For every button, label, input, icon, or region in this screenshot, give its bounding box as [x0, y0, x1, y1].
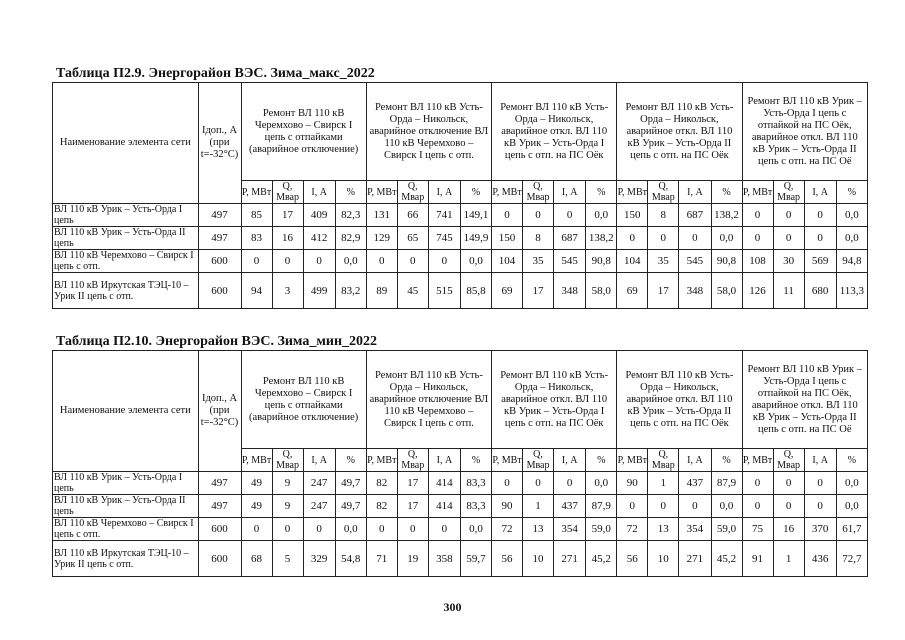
table-cell: 35 [523, 250, 554, 273]
table-cell: 83 [241, 227, 272, 250]
table-cell: 271 [679, 541, 711, 577]
idop-cell: 600 [198, 541, 241, 577]
table-cell: 0 [554, 204, 586, 227]
table-cell: 8 [648, 204, 679, 227]
table-cell: 87,9 [586, 495, 617, 518]
table-cell: 0 [648, 227, 679, 250]
data-table [52, 82, 868, 309]
subcolumn-header: % [836, 181, 867, 204]
subcolumn-header: I, А [554, 181, 586, 204]
subcolumn-header: Q, Мвар [773, 181, 804, 204]
table-cell: 0,0 [711, 495, 742, 518]
idop-cell: 497 [198, 495, 241, 518]
scenario-header: Ремонт ВЛ 110 кВ Усть-Орда – Никольск, аварийное откл. ВЛ 110 кВ Урик – Усть-Орда I цепь с отп. на ПС Оёк [492, 83, 617, 181]
table-cell: 150 [617, 204, 648, 227]
table-cell: 0 [397, 250, 428, 273]
table-cell: 0,0 [335, 518, 366, 541]
table-cell: 129 [366, 227, 397, 250]
subcolumn-header: % [461, 449, 492, 472]
table-cell: 348 [679, 273, 711, 309]
table-block-p2-10 [52, 334, 868, 577]
subcolumn-header: I, А [303, 181, 335, 204]
table-cell: 45,2 [586, 541, 617, 577]
subcolumn-header: % [335, 181, 366, 204]
scenario-header: Ремонт ВЛ 110 кВ Усть-Орда – Никольск, аварийное откл. ВЛ 110 кВ Урик – Усть-Орда II цепь с отп. на ПС Оёк [617, 351, 742, 449]
table-cell: 247 [303, 472, 335, 495]
table-cell: 0 [742, 495, 773, 518]
table-cell: 149,1 [461, 204, 492, 227]
table-cell: 131 [366, 204, 397, 227]
table-cell: 0 [773, 495, 804, 518]
table-cell: 414 [428, 495, 460, 518]
subcolumn-header: P, МВт [241, 181, 272, 204]
subcolumn-header: % [586, 449, 617, 472]
subcolumn-header: P, МВт [617, 181, 648, 204]
table-cell: 11 [773, 273, 804, 309]
table-cell: 0 [492, 472, 523, 495]
row-label: ВЛ 110 кВ Урик – Усть-Орда I цепь [53, 204, 199, 227]
table-cell: 0,0 [461, 518, 492, 541]
idop-cell: 497 [198, 472, 241, 495]
table-cell: 0 [428, 250, 460, 273]
table-cell: 59,7 [461, 541, 492, 577]
subcolumn-header: Q, Мвар [397, 449, 428, 472]
table-cell: 0 [428, 518, 460, 541]
table-cell: 9 [272, 495, 303, 518]
table-cell: 72 [492, 518, 523, 541]
page-number: 300 [443, 600, 462, 614]
table-cell: 0 [648, 495, 679, 518]
table-cell: 56 [617, 541, 648, 577]
table-cell: 329 [303, 541, 335, 577]
subcolumn-header: P, МВт [492, 449, 523, 472]
table-cell: 17 [523, 273, 554, 309]
table-row [53, 273, 868, 309]
table-cell: 83,3 [461, 495, 492, 518]
subcolumn-header: P, МВт [366, 449, 397, 472]
table-cell: 0 [366, 250, 397, 273]
subcolumn-header: % [836, 449, 867, 472]
table-row [53, 227, 868, 250]
table-cell: 499 [303, 273, 335, 309]
table-cell: 72 [617, 518, 648, 541]
table-cell: 85,8 [461, 273, 492, 309]
subcolumn-header: I, А [428, 449, 460, 472]
table-cell: 0 [523, 472, 554, 495]
table-title: Таблица П2.9. Энергорайон ВЭС. Зима_макс_2022 [56, 66, 375, 81]
table-cell: 3 [272, 273, 303, 309]
table-cell: 61,7 [836, 518, 867, 541]
table-cell: 354 [679, 518, 711, 541]
scenario-header: Ремонт ВЛ 110 кВ Усть-Орда – Никольск, аварийное отключение ВЛ 110 кВ Черемхово – Свирск I цепь с отп. [366, 351, 491, 449]
header-row [53, 351, 868, 449]
table-cell: 0 [742, 472, 773, 495]
scenario-header: Ремонт ВЛ 110 кВ Усть-Орда – Никольск, аварийное отключение ВЛ 110 кВ Черемхово – Свирск I цепь с отп. [366, 83, 491, 181]
table-cell: 271 [554, 541, 586, 577]
table-cell: 90 [492, 495, 523, 518]
table-cell: 0,0 [836, 495, 867, 518]
subcolumn-header: I, А [804, 181, 836, 204]
table-cell: 30 [773, 250, 804, 273]
table-cell: 687 [679, 204, 711, 227]
table-cell: 0,0 [335, 250, 366, 273]
subcolumn-header: % [586, 181, 617, 204]
table-cell: 1 [523, 495, 554, 518]
table-cell: 0 [773, 472, 804, 495]
table-cell: 0 [804, 204, 836, 227]
subcolumn-header: I, А [679, 449, 711, 472]
table-cell: 91 [742, 541, 773, 577]
row-label: ВЛ 110 кВ Урик – Усть-Орда I цепь [53, 472, 199, 495]
table-cell: 0 [617, 495, 648, 518]
subcolumn-header: P, МВт [742, 181, 773, 204]
scenario-header: Ремонт ВЛ 110 кВ Черемхово – Свирск I цепь с отпайками (аварийное отключение) [241, 351, 366, 449]
table-cell: 66 [397, 204, 428, 227]
table-cell: 150 [492, 227, 523, 250]
table-cell: 58,0 [711, 273, 742, 309]
table-cell: 247 [303, 495, 335, 518]
row-label: ВЛ 110 кВ Урик – Усть-Орда II цепь [53, 495, 199, 518]
table-cell: 0 [241, 518, 272, 541]
table-cell: 0,0 [586, 472, 617, 495]
table-cell: 58,0 [586, 273, 617, 309]
table-cell: 0,0 [586, 204, 617, 227]
table-cell: 745 [428, 227, 460, 250]
table-cell: 412 [303, 227, 335, 250]
subcolumn-header: Q, Мвар [272, 181, 303, 204]
table-cell: 87,9 [711, 472, 742, 495]
table-cell: 409 [303, 204, 335, 227]
table-cell: 16 [773, 518, 804, 541]
table-cell: 104 [492, 250, 523, 273]
table-cell: 0 [804, 495, 836, 518]
subcolumn-header: I, А [554, 449, 586, 472]
table-cell: 0 [397, 518, 428, 541]
table-cell: 75 [742, 518, 773, 541]
column-header-idop: Iдоп., А (при t=-32°C) [198, 351, 241, 472]
table-row [53, 541, 868, 577]
table-cell: 17 [648, 273, 679, 309]
idop-cell: 497 [198, 227, 241, 250]
table-cell: 0 [773, 227, 804, 250]
table-cell: 0 [742, 227, 773, 250]
table-block-p2-9 [52, 66, 868, 309]
table-cell: 54,8 [335, 541, 366, 577]
table-cell: 17 [397, 472, 428, 495]
subcolumn-header: % [461, 181, 492, 204]
idop-cell: 600 [198, 273, 241, 309]
table-cell: 358 [428, 541, 460, 577]
table-cell: 414 [428, 472, 460, 495]
table-cell: 68 [241, 541, 272, 577]
table-cell: 1 [773, 541, 804, 577]
table-cell: 56 [492, 541, 523, 577]
table-cell: 126 [742, 273, 773, 309]
table-cell: 0 [366, 518, 397, 541]
subcolumn-header: Q, Мвар [773, 449, 804, 472]
subcolumn-header: P, МВт [617, 449, 648, 472]
table-row [53, 472, 868, 495]
header-row [53, 83, 868, 181]
table-cell: 10 [648, 541, 679, 577]
table-cell: 0,0 [711, 227, 742, 250]
row-label: ВЛ 110 кВ Черемхово – Свирск I цепь с отп. [53, 250, 199, 273]
scenario-header: Ремонт ВЛ 110 кВ Урик – Усть-Орда I цепь с отпайкой на ПС Оёк, аварийное откл. ВЛ 110 кВ Урик – Усть-Орда II цепь с отп. на ПС Оё [742, 351, 867, 449]
table-title: Таблица П2.10. Энергорайон ВЭС. Зима_мин_2022 [56, 334, 378, 349]
table-cell: 0 [617, 227, 648, 250]
table-row [53, 495, 868, 518]
table-cell: 10 [523, 541, 554, 577]
table-cell: 45 [397, 273, 428, 309]
subcolumn-header: I, А [428, 181, 460, 204]
scenario-header: Ремонт ВЛ 110 кВ Урик – Усть-Орда I цепь с отпайкой на ПС Оёк, аварийное откл. ВЛ 110 кВ Урик – Усть-Орда II цепь с отп. на ПС Оё [742, 83, 867, 181]
column-header-idop: Iдоп., А (при t=-32°C) [198, 83, 241, 204]
table-cell: 0 [523, 204, 554, 227]
row-label: ВЛ 110 кВ Иркутская ТЭЦ-10 – Урик II цепь с отп. [53, 273, 199, 309]
table-cell: 0 [492, 204, 523, 227]
table-cell: 0 [272, 250, 303, 273]
table-cell: 354 [554, 518, 586, 541]
table-cell: 19 [397, 541, 428, 577]
table-cell: 0 [773, 204, 804, 227]
table-cell: 83,3 [461, 472, 492, 495]
row-label: ВЛ 110 кВ Урик – Усть-Орда II цепь [53, 227, 199, 250]
row-label: ВЛ 110 кВ Иркутская ТЭЦ-10 – Урик II цепь с отп. [53, 541, 199, 577]
table-cell: 0,0 [836, 472, 867, 495]
row-label: ВЛ 110 кВ Черемхово – Свирск I цепь с отп. [53, 518, 199, 541]
table-cell: 545 [679, 250, 711, 273]
table-cell: 82 [366, 495, 397, 518]
table-cell: 69 [617, 273, 648, 309]
table-cell: 82,3 [335, 204, 366, 227]
table-cell: 17 [397, 495, 428, 518]
table-cell: 108 [742, 250, 773, 273]
table-cell: 741 [428, 204, 460, 227]
table-cell: 69 [492, 273, 523, 309]
table-cell: 104 [617, 250, 648, 273]
data-table [52, 350, 868, 577]
table-cell: 0 [303, 250, 335, 273]
table-cell: 94 [241, 273, 272, 309]
table-cell: 437 [554, 495, 586, 518]
column-header-name: Наименование элемента сети [53, 83, 199, 204]
subcolumn-header: Q, Мвар [272, 449, 303, 472]
table-cell: 90,8 [586, 250, 617, 273]
table-cell: 94,8 [836, 250, 867, 273]
table-cell: 138,2 [586, 227, 617, 250]
table-cell: 370 [804, 518, 836, 541]
subcolumn-header: Q, Мвар [648, 181, 679, 204]
table-cell: 0 [272, 518, 303, 541]
subcolumn-header: Q, Мвар [523, 181, 554, 204]
table-row [53, 204, 868, 227]
table-cell: 0,0 [836, 204, 867, 227]
idop-cell: 600 [198, 250, 241, 273]
table-cell: 0 [303, 518, 335, 541]
table-cell: 680 [804, 273, 836, 309]
scenario-header: Ремонт ВЛ 110 кВ Усть-Орда – Никольск, аварийное откл. ВЛ 110 кВ Урик – Усть-Орда I цепь с отп. на ПС Оёк [492, 351, 617, 449]
table-cell: 1 [648, 472, 679, 495]
table-cell: 0 [804, 227, 836, 250]
table-cell: 49,7 [335, 472, 366, 495]
table-cell: 348 [554, 273, 586, 309]
table-cell: 85 [241, 204, 272, 227]
table-cell: 65 [397, 227, 428, 250]
scenario-header: Ремонт ВЛ 110 кВ Черемхово – Свирск I цепь с отпайками (аварийное отключение) [241, 83, 366, 181]
table-cell: 545 [554, 250, 586, 273]
table-cell: 149,9 [461, 227, 492, 250]
table-cell: 0,0 [836, 227, 867, 250]
table-cell: 45,2 [711, 541, 742, 577]
table-cell: 17 [272, 204, 303, 227]
table-cell: 49,7 [335, 495, 366, 518]
table-cell: 35 [648, 250, 679, 273]
table-cell: 436 [804, 541, 836, 577]
subcolumn-header: I, А [679, 181, 711, 204]
table-cell: 82 [366, 472, 397, 495]
table-cell: 8 [523, 227, 554, 250]
table-cell: 13 [523, 518, 554, 541]
table-cell: 0 [679, 227, 711, 250]
table-cell: 113,3 [836, 273, 867, 309]
subcolumn-header: P, МВт [492, 181, 523, 204]
table-cell: 89 [366, 273, 397, 309]
subcolumn-header: I, А [303, 449, 335, 472]
subcolumn-header: % [711, 181, 742, 204]
table-cell: 49 [241, 495, 272, 518]
table-cell: 13 [648, 518, 679, 541]
subcolumn-header: P, МВт [742, 449, 773, 472]
table-cell: 16 [272, 227, 303, 250]
table-cell: 49 [241, 472, 272, 495]
table-cell: 0 [742, 204, 773, 227]
table-cell: 59,0 [711, 518, 742, 541]
subcolumn-header: Q, Мвар [397, 181, 428, 204]
table-cell: 72,7 [836, 541, 867, 577]
table-cell: 90 [617, 472, 648, 495]
table-cell: 90,8 [711, 250, 742, 273]
table-row [53, 250, 868, 273]
scenario-header: Ремонт ВЛ 110 кВ Усть-Орда – Никольск, аварийное откл. ВЛ 110 кВ Урик – Усть-Орда II цепь с отп. на ПС Оёк [617, 83, 742, 181]
subcolumn-header: Q, Мвар [648, 449, 679, 472]
table-cell: 83,2 [335, 273, 366, 309]
column-header-name: Наименование элемента сети [53, 351, 199, 472]
table-cell: 71 [366, 541, 397, 577]
idop-cell: 600 [198, 518, 241, 541]
table-cell: 0 [554, 472, 586, 495]
table-cell: 687 [554, 227, 586, 250]
subcolumn-header: % [335, 449, 366, 472]
table-cell: 569 [804, 250, 836, 273]
table-cell: 0 [804, 472, 836, 495]
subcolumn-header: P, МВт [241, 449, 272, 472]
table-cell: 0 [679, 495, 711, 518]
table-cell: 0 [241, 250, 272, 273]
idop-cell: 497 [198, 204, 241, 227]
table-cell: 59,0 [586, 518, 617, 541]
subcolumn-header: I, А [804, 449, 836, 472]
table-cell: 138,2 [711, 204, 742, 227]
table-cell: 0,0 [461, 250, 492, 273]
table-cell: 5 [272, 541, 303, 577]
table-cell: 515 [428, 273, 460, 309]
table-row [53, 518, 868, 541]
table-cell: 82,9 [335, 227, 366, 250]
subcolumn-header: P, МВт [366, 181, 397, 204]
table-cell: 9 [272, 472, 303, 495]
table-cell: 437 [679, 472, 711, 495]
subcolumn-header: % [711, 449, 742, 472]
subcolumn-header: Q, Мвар [523, 449, 554, 472]
